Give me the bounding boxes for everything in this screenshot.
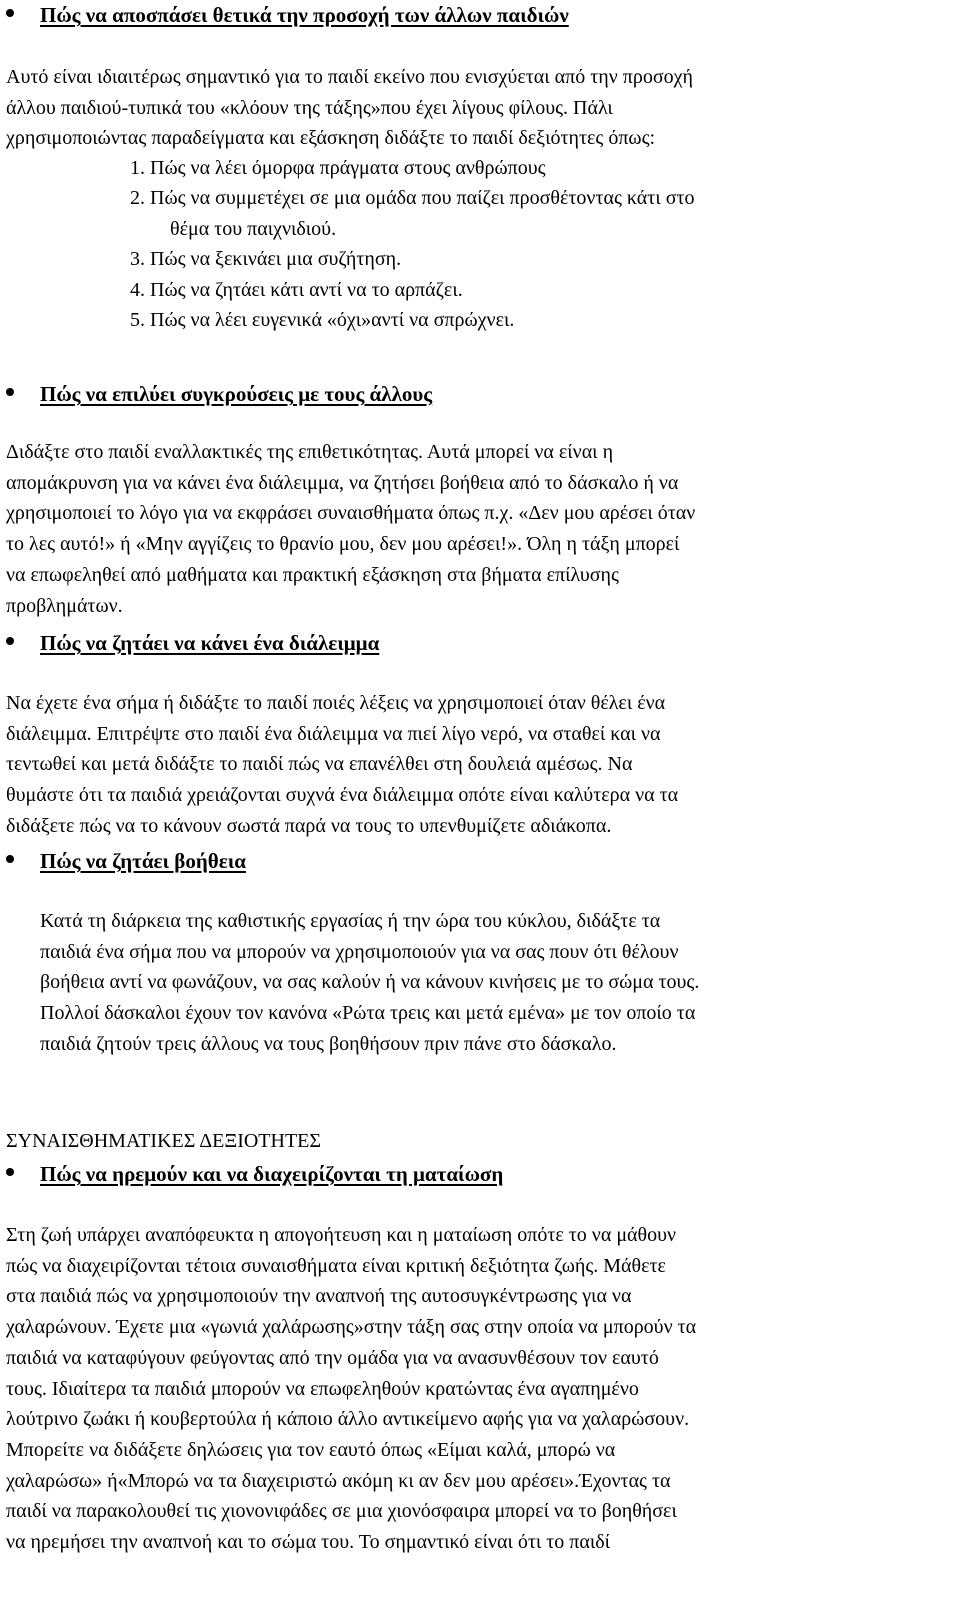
bullet-icon — [6, 1168, 14, 1176]
text-line: προβλημάτων. — [6, 594, 123, 617]
text-line: Μπορείτε να διδάξετε δηλώσεις για τον εαυτό όπως «Είμαι καλά, μπορώ να — [6, 1438, 616, 1461]
section-heading-calm — [40, 1159, 503, 1189]
bullet-icon — [6, 388, 14, 396]
list-item-continuation: θέμα του παιχνιδιού. — [170, 217, 337, 240]
paragraph-break — [6, 688, 678, 842]
heading-text: Πώς να ηρεμούν και να διαχειρίζονται τη ματαίωση — [40, 1162, 504, 1186]
text-line: χαλαρώσω» ή«Μπορώ να τα διαχειριστώ ακόμη κι αν δεν μου αρέσει».Έχοντας τα — [6, 1469, 671, 1492]
paragraph-positive-attention — [6, 62, 693, 154]
list-item: 1. Πώς να λέει όμορφα πράγματα στους ανθρώπους — [130, 157, 546, 179]
text-line: τεντωθεί και μετά διδάξτε το παιδί πώς να επανέλθει στη δουλειά αμέσως. Να — [6, 753, 633, 776]
bullet-icon — [6, 637, 14, 645]
bullet-icon — [6, 855, 14, 863]
text-line: να επωφεληθεί από μαθήματα και πρακτική εξάσκηση στα βήματα επίλυσης — [6, 563, 619, 586]
text-line: Κατά τη διάρκεια της καθιστικής εργασίας ή την ώρα του κύκλου, διδάξτε τα — [40, 910, 661, 932]
text-line: να ηρεμήσει την αναπνοή και το σώμα του. Το σημαντικό είναι ότι το παιδί — [6, 1531, 611, 1554]
skills-list — [130, 153, 695, 335]
text-line: παιδιά ένα σήμα που να μπορούν να χρησιμοποιούν για να σας πουν ότι θέλουν — [40, 940, 679, 963]
text-line: Διδάξτε στο παιδί εναλλακτικές της επιθετικότητας. Αυτά μπορεί να είναι η — [6, 441, 614, 463]
bullet-icon — [6, 9, 14, 17]
text-line: Στη ζωή υπάρχει αναπόφευκτα η απογοήτευση και η ματαίωση οπότε το να μάθουν — [6, 1224, 677, 1246]
section-title-emotional-skills: ΣΥΝΑΙΣΘΗΜΑΤΙΚΕΣ ΔΕΞΙΟΤΗΤΕΣ — [6, 1130, 322, 1152]
heading-text: Πώς να ζητάει να κάνει ένα διάλειμμα — [40, 631, 380, 655]
paragraph-calm — [6, 1220, 696, 1558]
list-item: 5. Πώς να λέει ευγενικά «όχι»αντί να σπρώχνει. — [130, 309, 515, 332]
text-line: Αυτό είναι ιδιαιτέρως σημαντικό για το παιδί εκείνο που ενισχύεται από την προσοχή — [6, 66, 693, 88]
text-line: παιδιά να καταφύγουν φεύγοντας από την ομάδα για να ανασυνθέσουν τον εαυτό — [6, 1346, 659, 1369]
list-item: 3. Πώς να ξεκινάει μια συζήτηση. — [130, 248, 402, 271]
paragraph-conflicts — [6, 437, 695, 621]
section-heading-help — [40, 846, 246, 876]
text-line: τους. Ιδιαίτερα τα παιδιά μπορούν να επωφεληθούν κρατώντας ένα αγαπημένο — [6, 1377, 639, 1400]
text-line: λούτρινο ζωάκι ή κουβερτούλα ή κάποιο άλλο αντικείμενο αφής για να χαλαρώσουν. — [6, 1408, 690, 1431]
section-heading-positive-attention — [40, 0, 569, 30]
heading-text: Πώς να ζητάει βοήθεια — [40, 849, 246, 873]
list-item: 4. Πώς να ζητάει κάτι αντί να το αρπάζει. — [130, 278, 463, 301]
text-line: απομάκρυνση για να κάνει ένα διάλειμμα, να ζητήσει βοήθεια από το δάσκαλο ή να — [6, 471, 679, 494]
text-line: Πολλοί δάσκαλοι έχουν τον κανόνα «Ρώτα τρεις και μετά εμένα» με τον οποίο τα — [40, 1002, 696, 1025]
text-line: διδάξετε πώς να το κάνουν σωστά παρά να τους το υπενθυμίζετε αδιάκοπα. — [6, 814, 612, 837]
section-heading-break — [40, 628, 379, 658]
heading-text: Πώς να επιλύει συγκρούσεις με τους άλλους — [40, 382, 433, 406]
list-item: 2. Πώς να συμμετέχει σε μια ομάδα που παίζει προσθέτοντας κάτι στο — [130, 187, 695, 210]
text-line: χρησιμοποιεί το λόγο για να εκφράσει συναισθήματα όπως π.χ. «Δεν μου αρέσει όταν — [6, 502, 696, 525]
text-line: το λες αυτό!» ή «Μην αγγίζεις το θρανίο μου, δεν μου αρέσει!». Όλη η τάξη μπορεί — [6, 533, 680, 556]
text-line: Να έχετε ένα σήμα ή διδάξτε το παιδί ποιές λέξεις να χρησιμοποιεί όταν θέλει ένα — [6, 692, 666, 714]
text-line: πώς να διαχειρίζονται τέτοια συναισθήματα είναι κριτική δεξιότητα ζωής. Μάθετε — [6, 1254, 666, 1277]
text-line: παιδιά ζητούν τρεις άλλους να τους βοηθήσουν πριν πάνε στο δάσκαλο. — [40, 1032, 617, 1055]
text-line: θυμάστε ότι τα παιδιά χρειάζονται συχνά ένα διάλειμμα οπότε είναι καλύτερα να τα — [6, 784, 679, 807]
text-line: χαλαρώνουν. Έχετε μια «γωνιά χαλάρωσης»στην τάξη σας στην οποία να μπορούν τα — [6, 1316, 697, 1339]
text-line: βοήθεια αντί να φωνάζουν, να σας καλούν ή να κάνουν κινήσεις με το σώμα τους. — [40, 971, 700, 994]
paragraph-help — [40, 906, 699, 1060]
section-heading-conflicts — [40, 379, 432, 409]
heading-text: Πώς να αποσπάσει θετικά την προσοχή των άλλων παιδιών — [40, 3, 569, 27]
text-line: παιδί να παρακολουθεί τις χιονονιφάδες σε μια χιονόσφαιρα μπορεί να το βοηθήσει — [6, 1500, 677, 1523]
text-line: διάλειμμα. Επιτρέψτε στο παιδί ένα διάλειμμα να πιεί λίγο νερό, να σταθεί και να — [6, 722, 661, 745]
text-line: χρησιμοποιώντας παραδείγματα και εξάσκηση διδάξτε το παιδί δεξιότητες όπως: — [6, 127, 656, 150]
text-line: άλλου παιδιού-τυπικά του «κλόουν της τάξης»που έχει λίγους φίλους. Πάλι — [6, 96, 613, 119]
text-line: στα παιδιά πώς να χρησιμοποιούν την αναπνοή της αυτοσυγκέντρωσης για να — [6, 1285, 632, 1308]
